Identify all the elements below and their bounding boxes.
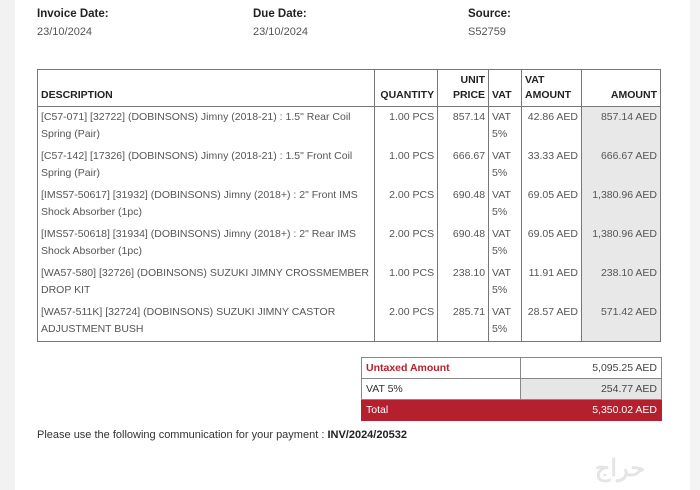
untaxed-value: 5,095.25 AED [521, 358, 662, 379]
row-quantity: 2.00 PCS [375, 224, 438, 263]
page-right-margin [690, 0, 700, 490]
row-unit-price: 690.48 [438, 224, 489, 263]
row-quantity: 1.00 PCS [375, 263, 438, 302]
row-unit-price: 857.14 [438, 107, 489, 147]
source-label: Source: [468, 8, 511, 20]
row-amount: 238.10 AED [582, 263, 661, 302]
table-row [38, 302, 661, 342]
col-header-vat-amount [522, 70, 582, 107]
vat-total-label: VAT 5% [362, 379, 521, 400]
source-value: S52759 [468, 26, 506, 38]
table-row [38, 146, 661, 185]
row-vat-amount: 28.57 AED [522, 302, 582, 342]
col-header-amount: AMOUNT [582, 70, 661, 107]
row-vat: VAT 5% [489, 107, 522, 147]
row-unit-price: 285.71 [438, 302, 489, 342]
row-amount: 571.42 AED [582, 302, 661, 342]
row-amount: 857.14 AED [582, 107, 661, 147]
row-description: [C57-142] [17326] (DOBINSONS) Jimny (2018-21) : 1.5" Front Coil Spring (Pair) [38, 146, 375, 185]
source-block [468, 8, 511, 38]
invoice-lines-table [37, 69, 661, 342]
untaxed-label: Untaxed Amount [362, 358, 521, 379]
row-quantity: 2.00 PCS [375, 185, 438, 224]
row-description: [WA57-580] [32726] (DOBINSONS) SUZUKI JIMNY CROSSMEMBER DROP KIT [38, 263, 375, 302]
vat-total-value: 254.77 AED [521, 379, 662, 400]
row-vat-amount: 69.05 AED [522, 224, 582, 263]
vat-amount-header-line2: AMOUNT [525, 89, 572, 101]
row-description: [WA57-511K] [32724] (DOBINSONS) SUZUKI JIMNY CASTOR ADJUSTMENT BUSH [38, 302, 375, 342]
row-quantity: 1.00 PCS [375, 107, 438, 147]
row-amount: 1,380.96 AED [582, 185, 661, 224]
row-vat: VAT 5% [489, 146, 522, 185]
col-header-unit-price [438, 70, 489, 107]
row-unit-price: 690.48 [438, 185, 489, 224]
row-amount: 666.67 AED [582, 146, 661, 185]
row-vat: VAT 5% [489, 302, 522, 342]
row-vat-amount: 42.86 AED [522, 107, 582, 147]
col-header-description: DESCRIPTION [38, 70, 375, 107]
page-left-margin [0, 0, 15, 490]
row-unit-price: 238.10 [438, 263, 489, 302]
row-vat-amount: 11.91 AED [522, 263, 582, 302]
grand-total-row [362, 400, 662, 421]
row-quantity: 1.00 PCS [375, 146, 438, 185]
row-amount: 1,380.96 AED [582, 224, 661, 263]
payment-reference: INV/2024/20532 [327, 429, 407, 441]
invoice-date-value: 23/10/2024 [37, 26, 93, 38]
table-row [38, 263, 661, 302]
table-header-row [38, 70, 661, 107]
row-vat: VAT 5% [489, 263, 522, 302]
row-description: [IMS57-50618] [31934] (DOBINSONS) Jimny (2018+) : 2" Rear IMS Shock Absorber (1pc) [38, 224, 375, 263]
row-description: [IMS57-50617] [31932] (DOBINSONS) Jimny (2018+) : 2" Front IMS Shock Absorber (1pc) [38, 185, 375, 224]
row-unit-price: 666.67 [438, 146, 489, 185]
due-date-value: 23/10/2024 [253, 26, 309, 38]
row-description: [C57-071] [32722] (DOBINSONS) Jimny (2018-21) : 1.5" Rear Coil Spring (Pair) [38, 107, 375, 147]
payment-text: Please use the following communication for your payment : [37, 429, 328, 441]
col-header-quantity: QUANTITY [375, 70, 438, 107]
invoice-date-label: Invoice Date: [37, 8, 109, 20]
haraj-watermark-logo [560, 452, 680, 484]
unit-price-header-line2: PRICE [452, 89, 486, 101]
vat-amount-header-line1: VAT [525, 74, 545, 86]
table-row [38, 224, 661, 263]
svg-text:حراج: حراج [594, 454, 646, 482]
row-vat: VAT 5% [489, 224, 522, 263]
table-row [38, 107, 661, 147]
row-vat-amount: 33.33 AED [522, 146, 582, 185]
grand-total-value: 5,350.02 AED [521, 400, 662, 421]
grand-total-label: Total [362, 400, 521, 421]
row-vat-amount: 69.05 AED [522, 185, 582, 224]
row-quantity: 2.00 PCS [375, 302, 438, 342]
vat-total-row [362, 379, 662, 400]
row-vat: VAT 5% [489, 185, 522, 224]
due-date-label: Due Date: [253, 8, 307, 20]
due-date-block [253, 8, 308, 38]
untaxed-row [362, 358, 662, 379]
invoice-date-block [37, 8, 109, 38]
table-row [38, 185, 661, 224]
payment-communication [37, 429, 407, 441]
unit-price-header-line1: UNIT [460, 74, 486, 86]
totals-table [361, 357, 662, 421]
col-header-vat: VAT [489, 70, 522, 107]
